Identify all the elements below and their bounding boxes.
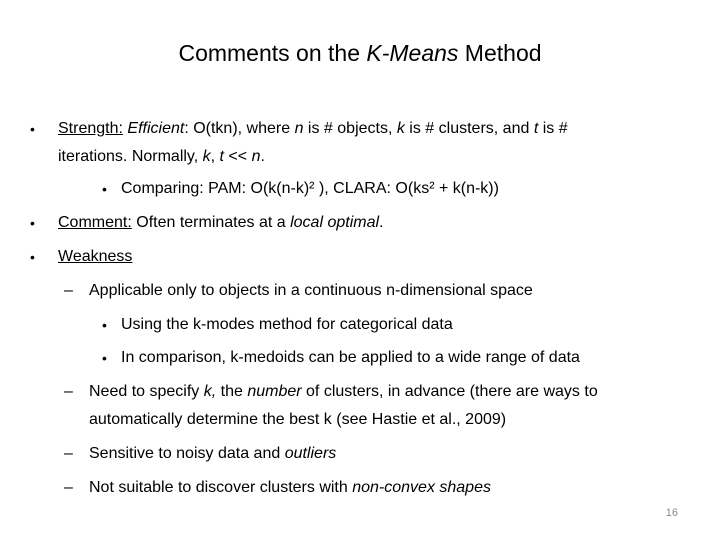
text: is # — [538, 120, 568, 137]
bullet-comparing: • — [102, 181, 107, 197]
comment-label: Comment: — [58, 214, 132, 231]
text: , where — [237, 120, 295, 137]
bullet-kmodes: • — [102, 317, 107, 333]
text: is # clusters, and — [404, 120, 534, 137]
strength-line-1 — [58, 118, 568, 140]
text: of clusters, in advance (there are ways to — [301, 383, 598, 400]
dash-nonconvex: – — [64, 479, 73, 496]
weakness-sub-2: In comparison, k-medoids can be applied to a wide range of data — [121, 349, 580, 366]
weakness-item-4 — [89, 477, 491, 499]
text: Sensitive to noisy data and — [89, 445, 285, 462]
weakness-item-1: Applicable only to objects in a continuous n-dimensional space — [89, 282, 533, 299]
text: : — [184, 120, 194, 137]
dash-specify-k: – — [64, 383, 73, 400]
local-optimal: local optimal — [290, 214, 380, 231]
text: Often terminates at a — [131, 214, 291, 231]
text: . — [260, 148, 265, 165]
dash-applicable: – — [64, 282, 73, 299]
strength-complexity: O(tkn) — [193, 120, 238, 137]
var-n: n — [251, 148, 261, 165]
var-n: n — [294, 120, 304, 137]
strength-label: Strength: — [58, 120, 123, 137]
text: iterations. Normally, — [58, 148, 203, 165]
weakness-heading — [58, 246, 132, 268]
strength-line-2 — [58, 146, 265, 168]
title-text-end: Method — [458, 40, 542, 66]
dash-noisy: – — [64, 445, 73, 462]
outliers-emphasis: outliers — [284, 445, 337, 462]
weakness-item-2 — [89, 381, 598, 403]
text: is # objects, — [303, 120, 397, 137]
text: Not suitable to discover clusters with — [89, 479, 353, 496]
bullet-kmedoids: • — [102, 350, 107, 366]
bullet-weakness: • — [30, 249, 35, 265]
text: the — [216, 383, 248, 400]
page-number: 16 — [665, 507, 678, 519]
slide-title — [0, 37, 720, 69]
bullet-comment: • — [30, 215, 35, 231]
title-text: Comments on the — [178, 40, 367, 66]
text: Need to specify — [89, 383, 204, 400]
text: , — [210, 148, 220, 165]
var-k: k, — [203, 383, 217, 400]
weakness-sub-1: Using the k-modes method for categorical data — [121, 316, 453, 333]
comparing-line: Comparing: PAM: O(k(n-k)² ), CLARA: O(ks² + k(n-k)) — [121, 180, 499, 197]
strength-term: Efficient — [127, 120, 185, 137]
comment-line — [58, 212, 383, 234]
text: . — [379, 214, 384, 231]
weakness-label: Weakness — [58, 248, 133, 265]
weakness-item-3 — [89, 443, 336, 465]
var-t: t — [533, 120, 539, 137]
bullet-strength: • — [30, 121, 35, 137]
title-emphasis: K-Means — [366, 40, 459, 66]
var-t: t — [219, 148, 224, 165]
var-k: k — [396, 120, 405, 137]
var-k: k — [202, 148, 211, 165]
nonconvex-emphasis: non-convex shapes — [352, 479, 491, 496]
number-emphasis: number — [247, 383, 302, 400]
text: << — [223, 148, 252, 165]
weakness-item-2-line-2: automatically determine the best k (see Hastie et al., 2009) — [89, 411, 507, 428]
